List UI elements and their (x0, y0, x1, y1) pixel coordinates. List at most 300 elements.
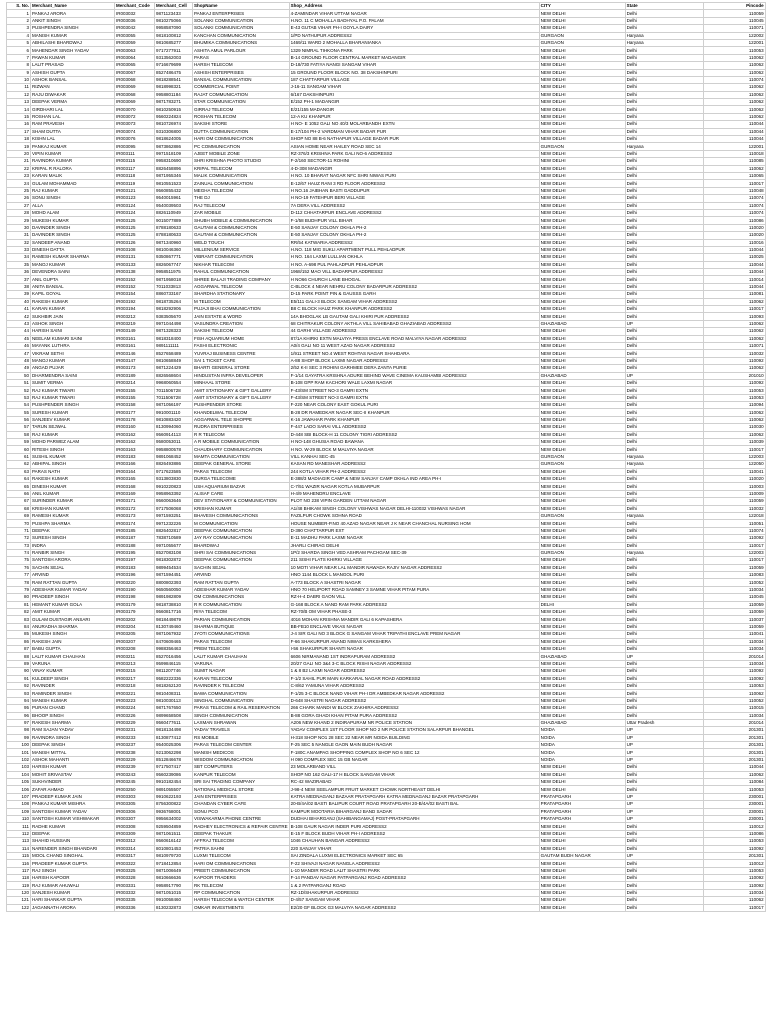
cell-merchant-code: IR003146 (115, 350, 155, 357)
cell-s-no: 49 (7, 365, 31, 372)
cell-merchant-name: ANIL KUMAR (31, 490, 115, 497)
cell-state: Delhi (625, 113, 703, 120)
cell-s-no: 60 (7, 446, 31, 453)
cell-shop-name: SRI SAI TRADING COMPANY (193, 779, 290, 786)
cell-shop-name: SOLANKI COMMUNICATION (193, 17, 290, 24)
cell-merchant-cell: 7011033813 (155, 283, 193, 290)
cell-shop-address: SAI ZINDALA LUXMI ELECTRONICS MARKET SEC 65 (289, 852, 539, 859)
cell-shop-address: D-15 PARK POINT PIN & GAUSSS GARH (289, 291, 539, 298)
cell-s-no: 115 (7, 852, 31, 859)
cell-state: Delhi (625, 10, 703, 17)
cell-shop-name: NIKHAR TELECOM (193, 261, 290, 268)
cell-city: NEW DELHI (539, 786, 625, 793)
cell-pincode: 110015 (703, 705, 765, 712)
cell-shop-address: H NO.16 JAIBHAN BASTI GADDUPUR (289, 187, 539, 194)
cell-s-no: 57 (7, 424, 31, 431)
cell-shop-name: AMIT STATIONARY & GIFT GALLERY (193, 387, 290, 394)
cell-shop-name: RAJAT COMMUNICATION (193, 91, 290, 98)
cell-state: Delhi (625, 394, 703, 401)
cell-state: Delhi (625, 54, 703, 61)
cell-merchant-cell: 9936768001 (155, 808, 193, 815)
cell-merchant-code: IR003229 (115, 719, 155, 726)
cell-city: GURGAON (539, 453, 625, 460)
table-row (7, 771, 766, 778)
cell-pincode: 201014 (703, 653, 765, 660)
cell-merchant-cell: 9958310690 (155, 158, 193, 165)
cell-s-no: 81 (7, 601, 31, 608)
cell-s-no: 46 (7, 342, 31, 349)
cell-city: GURGAON (539, 39, 625, 46)
cell-state: Delhi (625, 483, 703, 490)
cell-city: NEW DELHI (539, 261, 625, 268)
cell-shop-address: HNO 70 HELIPORT ROAD SAMNEY 3 SAMNE VIHAR PITAM PURA (289, 586, 539, 593)
cell-merchant-name: PRADEEP SINGH (31, 594, 115, 601)
cell-pincode: 110044 (703, 128, 765, 135)
cell-pincode: 110053 (703, 682, 765, 689)
cell-merchant-cell: 9716679699 (155, 62, 193, 69)
cell-merchant-code: IR003185 (115, 527, 155, 534)
cell-city: NEW DELHI (539, 623, 625, 630)
cell-shop-name: FASHI ELECTRONIC (193, 342, 290, 349)
cell-merchant-cell: 9810408311 (155, 690, 193, 697)
cell-pincode: 110025 (703, 254, 765, 261)
header-shop-name: ShopName (193, 3, 290, 10)
cell-merchant-name: MAYANK LUTHRA (31, 342, 115, 349)
cell-shop-address: A1/48 BHIKAM SINGH COLONY VISHWAS NAGAR DELHI-110032 VISHWAS NAGAR (289, 505, 539, 512)
table-row (7, 830, 766, 837)
table-row (7, 342, 766, 349)
cell-pincode: 110071 (703, 342, 765, 349)
cell-merchant-code: IR003308 (115, 823, 155, 830)
cell-merchant-name: DINESH KUMAR (31, 483, 115, 490)
cell-s-no: 47 (7, 350, 31, 357)
cell-merchant-cell: 9810551523 (155, 180, 193, 187)
cell-shop-address: D-18/730 FATIYA NANGI SANGAM VIHAR (289, 62, 539, 69)
cell-state: Delhi (625, 298, 703, 305)
cell-merchant-name: RAJ KUMAR (31, 431, 115, 438)
cell-merchant-cell: 9313562003 (155, 54, 193, 61)
cell-merchant-name: DEVENDRA SAINI (31, 269, 115, 276)
cell-merchant-code: IR003218 (115, 682, 155, 689)
cell-city: NEW DELHI (539, 705, 625, 712)
table-row (7, 84, 766, 91)
cell-pincode: 110044 (703, 283, 765, 290)
cell-s-no: 108 (7, 801, 31, 808)
cell-city: NOIDA (539, 727, 625, 734)
cell-s-no: 8 (7, 62, 31, 69)
cell-merchant-cell: 9818302872 (155, 557, 193, 564)
table-row (7, 313, 766, 320)
cell-city: GHAZIABAD (539, 372, 625, 379)
cell-s-no: 120 (7, 889, 31, 896)
cell-s-no: 54 (7, 402, 31, 409)
cell-s-no: 98 (7, 727, 31, 734)
cell-merchant-cell: 9818318400 (155, 335, 193, 342)
table-row (7, 549, 766, 556)
cell-merchant-code: IR003173 (115, 512, 155, 519)
cell-pincode: 110062 (703, 62, 765, 69)
cell-merchant-name: HARI SHANKAR GUPTA (31, 897, 115, 904)
cell-shop-name: PARAS TELECOM (193, 638, 290, 645)
table-row (7, 697, 766, 704)
cell-pincode: 110017 (703, 306, 765, 313)
cell-state: Delhi (625, 254, 703, 261)
table-row (7, 261, 766, 268)
cell-shop-address: F-2/160 SECTOR-11 ROHINI (289, 158, 539, 165)
cell-city: NEW DELHI (539, 128, 625, 135)
cell-merchant-cell: 9599846115 (155, 660, 193, 667)
cell-merchant-code: IR003032 (115, 10, 155, 17)
cell-city: NEW DELHI (539, 283, 625, 290)
cell-shop-address: A-773 BLOCK A SHASTRI NAGAR (289, 579, 539, 586)
cell-city: NEW DELHI (539, 542, 625, 549)
cell-shop-address: 244 KOTLA VIHAR PH-2 ADDRESS2 (289, 468, 539, 475)
cell-pincode: 122003 (703, 453, 765, 460)
table-row (7, 195, 766, 202)
table-row (7, 638, 766, 645)
cell-shop-address: 1 & 2 PATPARGANJ ROAD (289, 882, 539, 889)
cell-merchant-code: IR003171 (115, 498, 155, 505)
cell-pincode: 110062 (703, 69, 765, 76)
cell-s-no: 6 (7, 47, 31, 54)
cell-shop-address: 10 MOTI VIHAR NEAR LAL MANDIR NAWADA RAJIV NAGAR ADDRESS2 (289, 564, 539, 571)
cell-shop-address: E-388/3 MADIAGIR CAMP & NEW SANJAY CAMP OKHLA IND AREA PH-I (289, 476, 539, 483)
cell-merchant-code: IR003155 (115, 387, 155, 394)
cell-merchant-code: IR003165 (115, 476, 155, 483)
table-row (7, 572, 766, 579)
cell-shop-address: 1/911 STREET NO.4 WEST ROHTAS NAGAR SHAHDARA (289, 350, 539, 357)
cell-shop-name: LAXMAN SHRAWAN (193, 719, 290, 726)
cell-merchant-code: IR003059 (115, 39, 155, 46)
cell-state: Delhi (625, 889, 703, 896)
cell-s-no: 114 (7, 845, 31, 852)
cell-state: Delhi (625, 712, 703, 719)
cell-shop-name: RIYA TELECOM (193, 609, 290, 616)
table-row (7, 690, 766, 697)
cell-pincode: 110086 (703, 830, 765, 837)
cell-state: Delhi (625, 328, 703, 335)
cell-shop-address: 1046 CHAUHAN BANGAR ADDRESS2 (289, 838, 539, 845)
cell-merchant-code: IR003155 (115, 394, 155, 401)
cell-merchant-code: IR003055 (115, 32, 155, 39)
cell-state: Delhi (625, 187, 703, 194)
cell-shop-name: AJEET MOBILE ZONE (193, 150, 290, 157)
cell-pincode: 110017 (703, 542, 765, 549)
cell-merchant-cell: 9910622193 (155, 793, 193, 800)
cell-state: Delhi (625, 47, 703, 54)
cell-state: Delhi (625, 283, 703, 290)
table-row (7, 660, 766, 667)
cell-merchant-name: VINAY KUMAR (31, 668, 115, 675)
table-row (7, 187, 766, 194)
cell-city: GURGAON (539, 143, 625, 150)
cell-state: Delhi (625, 246, 703, 253)
cell-merchant-code: IR003226 (115, 712, 155, 719)
cell-city: NEW DELHI (539, 594, 625, 601)
cell-s-no: 84 (7, 623, 31, 630)
cell-city: NOIDA (539, 749, 625, 756)
table-row (7, 793, 766, 800)
cell-shop-address: RZ-70/B OM VIHAR PHASE-3 (289, 609, 539, 616)
cell-merchant-code: IR003172 (115, 505, 155, 512)
cell-shop-name: GAUTAM & COMMUNICATION (193, 232, 290, 239)
cell-merchant-cell: 7011506728 (155, 387, 193, 394)
cell-pincode: 110062 (703, 165, 765, 172)
cell-shop-name: RAJ TELECOM (193, 202, 290, 209)
table-row (7, 453, 766, 460)
cell-shop-address: E5/111 GALI-3 BLOCK SANGAM VIHAR ADDRESS2 (289, 298, 539, 305)
cell-shop-name: PARIAN COMMUNICATION (193, 616, 290, 623)
cell-s-no: 112 (7, 830, 31, 837)
cell-city: GURGAON (539, 32, 625, 39)
cell-pincode: 201014 (703, 719, 765, 726)
cell-merchant-name: ROSHAN LAL (31, 113, 115, 120)
cell-state: UP (625, 742, 703, 749)
cell-city: NEW DELHI (539, 276, 625, 283)
table-row (7, 764, 766, 771)
cell-merchant-cell: 9871340960 (155, 239, 193, 246)
cell-state: Delhi (625, 838, 703, 845)
cell-pincode: 110062 (703, 690, 765, 697)
cell-merchant-cell: 9811207746 (155, 668, 193, 675)
cell-shop-name: JAIN ESTATE & WORD (193, 313, 290, 320)
table-row (7, 239, 766, 246)
cell-city: NEW DELHI (539, 823, 625, 830)
cell-state: Delhi (625, 291, 703, 298)
cell-merchant-code: IR003095 (115, 143, 155, 150)
cell-state: Delhi (625, 224, 703, 231)
cell-merchant-code: IR003332 (115, 889, 155, 896)
cell-pincode: 110074 (703, 202, 765, 209)
cell-pincode: 110017 (703, 904, 765, 911)
cell-city: NEW DELHI (539, 76, 625, 83)
cell-merchant-cell: 9810046360 (155, 246, 193, 253)
cell-shop-address: E-50 SANJAY COLONY OKHLA PH-2 (289, 224, 539, 231)
cell-state: UP (625, 801, 703, 808)
cell-merchant-code: IR003194 (115, 306, 155, 313)
cell-merchant-cell: 9971055677 (155, 542, 193, 549)
cell-shop-name: FISH AQUARIUM HOME (193, 335, 290, 342)
cell-merchant-cell: 9958587090 (155, 25, 193, 32)
cell-merchant-name: JAGANNATH ARORA (31, 904, 115, 911)
cell-pincode: 110059 (703, 623, 765, 630)
cell-shop-name: RK TELECOM (193, 882, 290, 889)
cell-merchant-name: DEEPAK (31, 527, 115, 534)
cell-merchant-code: IR003317 (115, 852, 155, 859)
table-row (7, 47, 766, 54)
cell-s-no: 97 (7, 719, 31, 726)
cell-shop-address: F-447 LADO SARAI VILL ADDRESS2 (289, 424, 539, 431)
cell-merchant-name: HARISH SAINI (31, 328, 115, 335)
cell-s-no: 7 (7, 54, 31, 61)
cell-merchant-code: IR003303 (115, 793, 155, 800)
cell-shop-name: RAM RATTAN GUPTA (193, 579, 290, 586)
cell-state: Delhi (625, 535, 703, 542)
cell-s-no: 3 (7, 25, 31, 32)
cell-merchant-cell: 9810685277 (155, 39, 193, 46)
cell-state: Delhi (625, 586, 703, 593)
cell-merchant-code: IR003211 (115, 653, 155, 660)
cell-pincode: 201301 (703, 742, 765, 749)
cell-city: NEW DELHI (539, 350, 625, 357)
cell-merchant-code: IR003331 (115, 882, 155, 889)
cell-merchant-name: RAM PRAVESH (31, 121, 115, 128)
cell-pincode: 110062 (703, 365, 765, 372)
cell-merchant-name: KARAN KUMAR (31, 306, 115, 313)
cell-merchant-name: RAVINDRA SINGH (31, 734, 115, 741)
cell-s-no: 94 (7, 697, 31, 704)
cell-merchant-name: ASHOK BANSAL (31, 76, 115, 83)
table-row (7, 786, 766, 793)
cell-merchant-code: IR003124 (115, 209, 155, 216)
cell-city: NEW DELHI (539, 557, 625, 564)
cell-shop-address: L-10 MANDIR ROAD LALIT SHASTRI PARK (289, 867, 539, 874)
cell-shop-name: WISDOM COMMUNICATION (193, 756, 290, 763)
cell-s-no: 68 (7, 505, 31, 512)
cell-s-no: 39 (7, 291, 31, 298)
cell-city: NEW DELHI (539, 47, 625, 54)
cell-pincode: 110020 (703, 232, 765, 239)
cell-merchant-cell: 9958917790 (155, 882, 193, 889)
cell-shop-name: ADESHAR KUMAR YADAV (193, 586, 290, 593)
cell-merchant-cell: 7011506728 (155, 394, 193, 401)
table-row (7, 143, 766, 150)
cell-state: Delhi (625, 379, 703, 386)
cell-s-no: 23 (7, 172, 31, 179)
cell-state: UP (625, 320, 703, 327)
cell-shop-name: GIRRAJ TELECOM (193, 106, 290, 113)
cell-shop-name: BHARTI GENERAL STORE (193, 365, 290, 372)
cell-shop-name: VISWAKARMA PHONE CENTRE (193, 815, 290, 822)
cell-shop-name: PUSHPENDER STORE (193, 402, 290, 409)
cell-shop-address: B-88 GORA GHADI KHAN PITAM PURA ADDRESS2 (289, 712, 539, 719)
cell-state: Delhi (625, 786, 703, 793)
table-row (7, 520, 766, 527)
table-row (7, 306, 766, 313)
cell-shop-address: BB-FB10 ENCLAVE VIKAS NAGAR (289, 623, 539, 630)
cell-city: NEW DELHI (539, 99, 625, 106)
cell-pincode: 230001 (703, 808, 765, 815)
cell-merchant-code: IR003074 (115, 128, 155, 135)
cell-merchant-code: IR003217 (115, 675, 155, 682)
cell-merchant-code: IR003069 (115, 84, 155, 91)
cell-shop-address: E-17/104 PH-2 VARDMAN VIHAR BADAR PUR (289, 128, 539, 135)
cell-s-no: 20 (7, 150, 31, 157)
cell-state: Delhi (625, 823, 703, 830)
cell-pincode: 122018 (703, 512, 765, 519)
cell-shop-address: D-4/57 SANGAM VIHAR (289, 897, 539, 904)
cell-merchant-cell: 8826067747 (155, 261, 193, 268)
cell-state: Delhi (625, 195, 703, 202)
cell-pincode: 110037 (703, 616, 765, 623)
cell-shop-name: SAKSHI TELECOM (193, 328, 290, 335)
cell-merchant-name: NARENDER SINGH BHANDARI (31, 845, 115, 852)
cell-merchant-name: RAMESH KUMAR SHARMA (31, 254, 115, 261)
cell-s-no: 74 (7, 549, 31, 556)
cell-state: Delhi (625, 269, 703, 276)
cell-merchant-cell: 9560616142 (155, 838, 193, 845)
cell-city: NEW DELHI (539, 439, 625, 446)
cell-pincode: 110059 (703, 564, 765, 571)
cell-merchant-code: IR003154 (115, 291, 155, 298)
cell-merchant-name: KRIPAL R RALORA (31, 165, 115, 172)
cell-merchant-code: IR003219 (115, 320, 155, 327)
cell-shop-name: SHARDHA STATIONARY (193, 291, 290, 298)
cell-shop-name: KRISHAN KUMAR (193, 505, 290, 512)
cell-pincode: 110016 (703, 239, 765, 246)
cell-shop-name: KRIPAL TELECOM (193, 165, 290, 172)
table-row (7, 852, 766, 859)
cell-merchant-cell: 9350867771 (155, 254, 193, 261)
cell-pincode: 110032 (703, 505, 765, 512)
cell-state: Delhi (625, 128, 703, 135)
cell-shop-address: F-220 NEAR COLONY EAST GOKUL PURI (289, 402, 539, 409)
cell-merchant-code: IR003314 (115, 845, 155, 852)
cell-state: Uttar Pradesh (625, 719, 703, 726)
cell-merchant-name: PANKAJ ARORA (31, 10, 115, 17)
cell-shop-address: JHARLI CHIRAG DELHI (289, 542, 539, 549)
cell-merchant-cell: 9015077889 (155, 217, 193, 224)
cell-s-no: 33 (7, 246, 31, 253)
table-row (7, 209, 766, 216)
cell-merchant-name: ALLA (31, 202, 115, 209)
cell-shop-address: E-12/67 HAUZ RANI 3 RD FLOOR ADDRESS2 (289, 180, 539, 187)
cell-s-no: 103 (7, 764, 31, 771)
cell-shop-address: 4-ZAMINDAR VIHAR UTTAM NAGAR (289, 10, 539, 17)
cell-shop-name: SHRI KRISHNA PHOTO STUDIO (193, 158, 290, 165)
cell-merchant-name: RAM RATTAN GUPTA (31, 579, 115, 586)
cell-merchant-cell: 9259504859 (155, 823, 193, 830)
cell-s-no: 102 (7, 756, 31, 763)
cell-merchant-name: RADHE KUMAR (31, 823, 115, 830)
table-row (7, 269, 766, 276)
cell-pincode: 230001 (703, 793, 765, 800)
cell-merchant-cell: 8826110949 (155, 209, 193, 216)
table-row (7, 727, 766, 734)
cell-city: NEW DELHI (539, 187, 625, 194)
cell-state: Delhi (625, 682, 703, 689)
table-row (7, 424, 766, 431)
cell-city: NEW DELHI (539, 697, 625, 704)
cell-pincode: 110044 (703, 269, 765, 276)
cell-s-no: 11 (7, 84, 31, 91)
cell-merchant-cell: 9891111111 (155, 342, 193, 349)
cell-shop-address: 1/PD NATHUPUR ADDRESS2 (289, 32, 539, 39)
cell-city: NEW DELHI (539, 342, 625, 349)
cell-s-no: 61 (7, 453, 31, 460)
cell-shop-address: F-14 PANDAV NAGAR PATPARGANJ ROAD ADDRESS2 (289, 875, 539, 882)
cell-merchant-name: RAKESH KUMAR (31, 476, 115, 483)
cell-s-no: 72 (7, 535, 31, 542)
cell-shop-address: I-56 SHAKURPUR SHANTI NAGAR (289, 645, 539, 652)
cell-s-no: 22 (7, 165, 31, 172)
cell-merchant-code: IR003214 (115, 379, 155, 386)
cell-shop-name: PARAS TELECOM (193, 468, 290, 475)
cell-pincode: 110045 (703, 594, 765, 601)
cell-city: NEW DELHI (539, 660, 625, 667)
cell-shop-address: DUDHAI BIHARGANJ (SAHIBANGAMAJ) POST-PRATAPGARH (289, 815, 539, 822)
table-row (7, 91, 766, 98)
cell-merchant-name: ASHOK MAHANTI (31, 756, 115, 763)
cell-s-no: 1 (7, 10, 31, 17)
cell-merchant-name: PRADEEP KUMAR GUPTA (31, 860, 115, 867)
cell-merchant-cell: 9871224429 (155, 365, 193, 372)
cell-merchant-code: IR003147 (115, 357, 155, 364)
cell-city: NEW DELHI (539, 520, 625, 527)
cell-merchant-cell: 9650560050 (155, 586, 193, 593)
cell-state: UP (625, 808, 703, 815)
table-row (7, 594, 766, 601)
